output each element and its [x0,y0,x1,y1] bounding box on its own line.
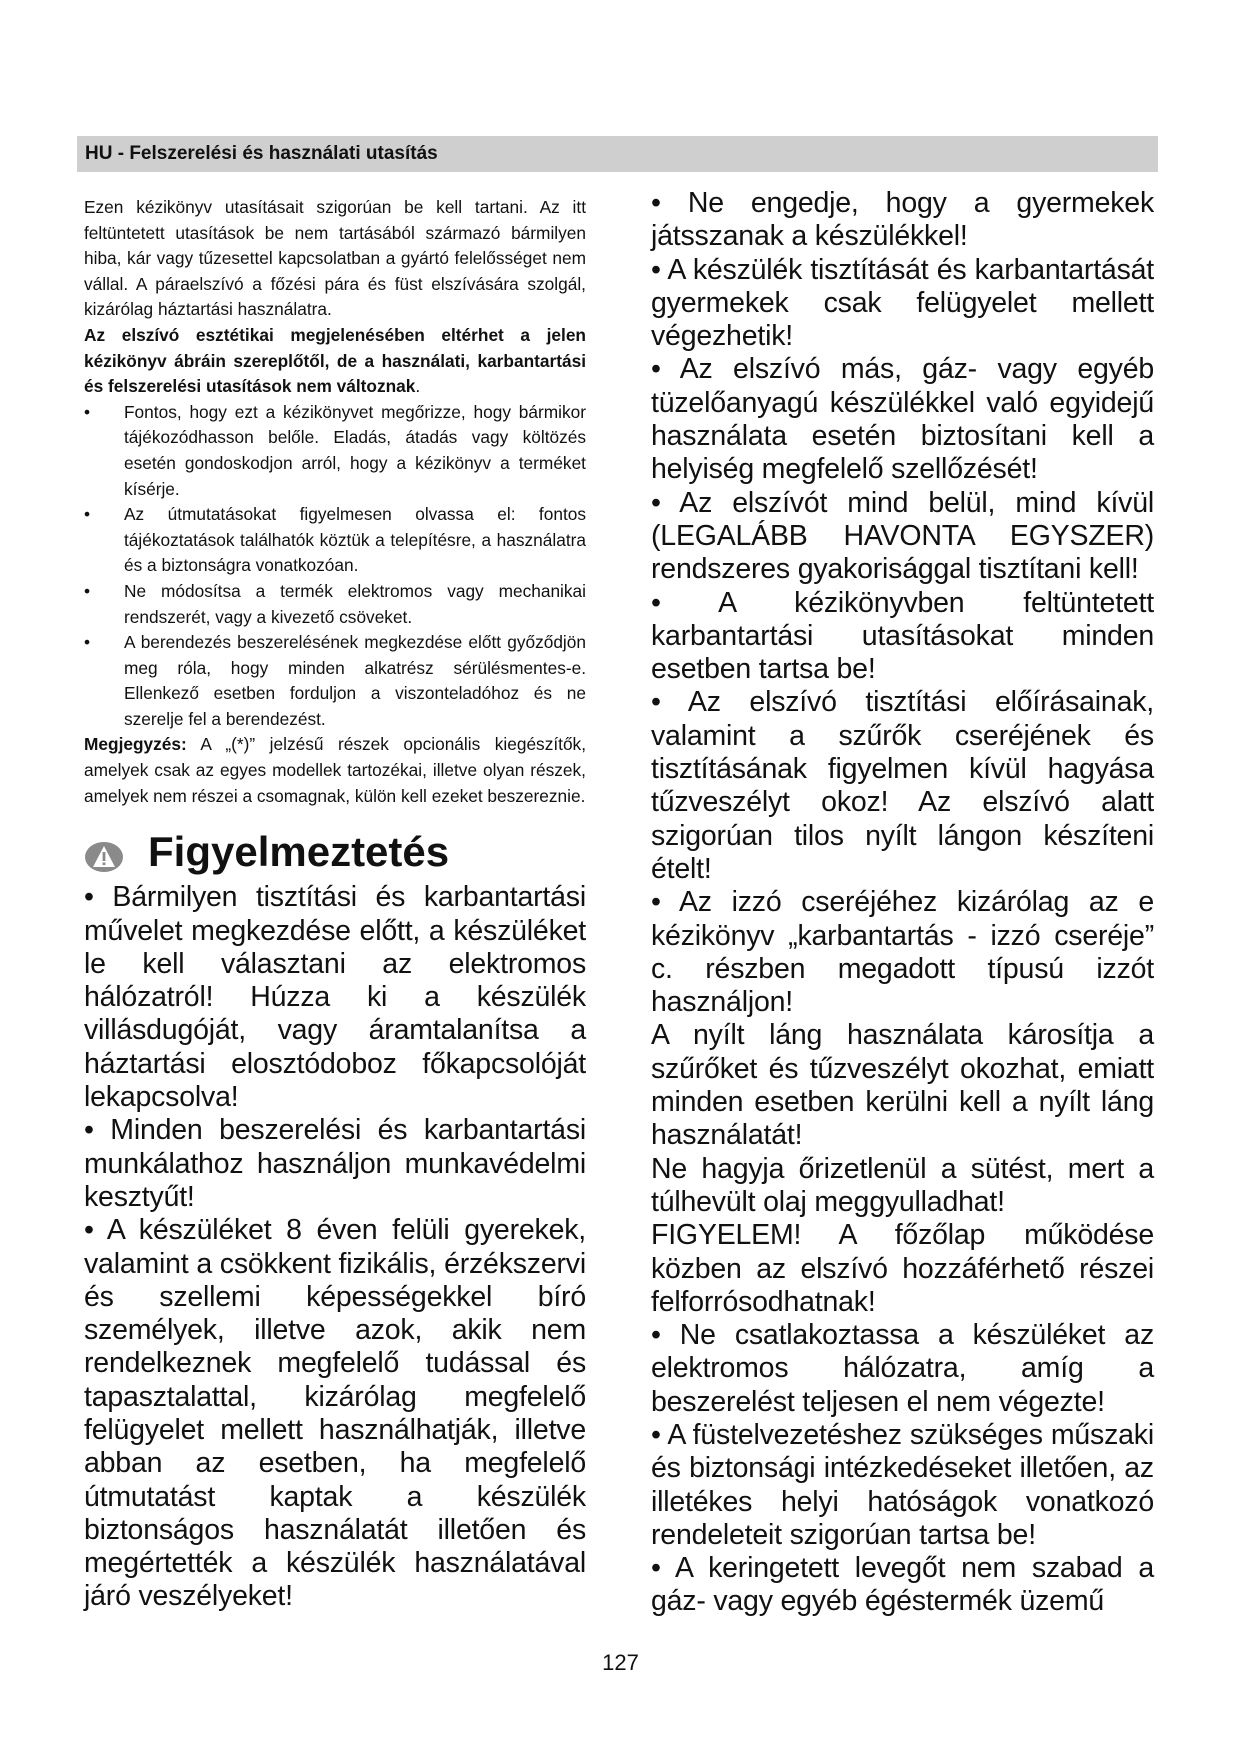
warning-left-text [84,881,586,1614]
section-header-title: HU - Felszerelési és használati utasítás [85,143,438,164]
intro-notice-bold: Az elszívó esztétikai megjelenésében eltérhet a jelen kézikönyv ábráin szereplőtől, de a használati, karbantartási és felszerelési utasítások nem változnak [84,324,586,397]
intro-paragraph: Ezen kézikönyv utasításait szigorúan be kell tartani. Az itt feltüntetett utasítások be nem tartásából származó bármilyen hiba, kár vagy tűzesettel kapcsolatban a gyártó felelősséget nem vállal. A páraelszívó a főzési pára és füst elszívására szolgál, kizárólag háztartási használatra. [84,197,586,320]
warning-heading [84,827,586,877]
intro-bullet-text: A berendezés beszerelésének megkezdése előtt győződjön meg róla, hogy minden alkatrész sérülésmentes-e. Ellenkező esetben forduljon a viszonteladóhoz és ne szerelje fel a berendezést. [124,632,586,729]
section-header [77,136,1158,172]
warning-paragraph: • A készülék tisztítását és karbantartását gyermekek csak felügyelet mellett végezhetik! [651,253,1154,353]
warning-paragraph: • A füstelvezetéshez szükséges műszaki és biztonsági intézkedéseket illetően, az illetékes helyi hatóságok vonatkozó rendeleteit szigorúan tartsa be! [651,1418,1154,1551]
intro-notice-end: . [415,376,421,397]
intro-bullet [84,502,586,579]
page-number: 127 [602,1650,639,1675]
bullet-dot: • [84,632,91,653]
bullet-dot: • [84,401,91,422]
warning-paragraph: • Az elszívó tisztítási előírásainak, valamint a szűrők cseréjének és tisztításának figyelmen kívül hagyása tűzveszélyt okoz! Az elszívó alatt szigorúan tilos nyílt lángon készíteni ételt! [651,686,1154,885]
warning-paragraph: FIGYELEM! A főzőlap működése közben az elszívó hozzáférhető részei felforrósodhatnak! [651,1219,1154,1318]
warning-triangle-icon [84,835,124,869]
intro-bullet-text: Ne módosítsa a termék elektromos vagy mechanikai rendszerét, vagy a kivezető csöveket. [124,580,586,627]
note-label: Megjegyzés: [84,734,187,755]
warning-paragraph: • Minden beszerelési és karbantartási munkálathoz használjon munkavédelmi kesztyűt! [84,1114,586,1213]
intro-bullet-text: Az útmutatásokat figyelmesen olvassa el: fontos tájékoztatások találhatók köztük a telepítésre, a használatra és a biztonságra vonatkozóan. [124,504,586,576]
bullet-dot: • [84,504,91,525]
intro-bullet-text: Fontos, hogy ezt a kézikönyvet megőrizze, hogy bármikor tájékozódhasson belőle. Eladás, átadás vagy költözés esetén gondoskodjon arról, hogy a kézikönyv a terméket kísérje. [124,401,586,499]
intro-bullet [84,630,586,732]
warning-paragraph: • Az izzó cseréjéhez kizárólag az e kézikönyv „karbantartás - izzó cseréje” c. részben megadott típusú izzót használjon! [651,886,1154,1019]
intro-bullet [84,400,586,502]
warning-paragraph: • A keringetett levegőt nem szabad a gáz- vagy egyéb égéstermék üzemű [651,1552,1154,1618]
warning-title: Figyelmeztetés [148,828,450,876]
bullet-dot: • [84,580,91,601]
warning-paragraph: • A készüléket 8 éven felüli gyerekek, valamint a csökkent fizikális, érzékszervi és szellemi képességekkel bíró személyek, illetve azok, akik nem rendelkeznek megfelelő tudással és tapasztalattal, kizárólag megfelelő felügyelet mellett használhatják, illetve abban az esetben, ha megfelelő útmutatást kaptak a készülék biztonságos használatát illetően és megértették a készülék használatával járó veszélyeket! [84,1214,586,1613]
warning-paragraph: • Ne csatlakoztassa a készüléket az elektromos hálózatra, amíg a beszerelést teljesen el nem végezte! [651,1319,1154,1418]
warning-paragraph: • A kézikönyvben feltüntetett karbantartási utasításokat minden esetben tartsa be! [651,586,1154,686]
intro-bullet [84,579,586,630]
warning-paragraph: • Bármilyen tisztítási és karbantartási művelet megkezdése előtt, a készüléket le kell választani az elektromos hálózatról! Húzza ki a készülék villásdugóját, vagy áramtalanítsa a háztartási elosztódoboz főkapcsolóját lekapcsolva! [84,881,586,1114]
warning-paragraph: • Ne engedje, hogy a gyermekek játsszanak a készülékkel! [651,187,1154,253]
warning-paragraph: • Az elszívó más, gáz- vagy egyéb tüzelőanyagú készülékkel való egyidejű használata esetén biztosítani kell a helyiség megfelelő szellőzését! [651,353,1154,486]
note-paragraph [84,732,586,809]
warning-paragraph: A nyílt láng használata károsítja a szűrőket és tűzveszélyt okozhat, emiatt minden esetben kerülni kell a nyílt láng használatát! [651,1019,1154,1152]
right-column [651,187,1154,1619]
intro-section [84,195,586,809]
left-column [84,195,586,1614]
note-text: A „(*)” jelzésű részek opcionális kiegészítők, amelyek csak az egyes modellek tartozékai, illetve olyan részek, amelyek nem részei a csomagnak, külön kell ezeket beszereznie. [84,734,586,806]
warning-paragraph: • Az elszívót mind belül, mind kívül (LEGALÁBB HAVONTA EGYSZER) rendszeres gyakorisággal tisztítani kell! [651,486,1154,586]
intro-notice [84,323,586,400]
warning-paragraph: Ne hagyja őrizetlenül a sütést, mert a túlhevült olaj meggyulladhat! [651,1152,1154,1218]
